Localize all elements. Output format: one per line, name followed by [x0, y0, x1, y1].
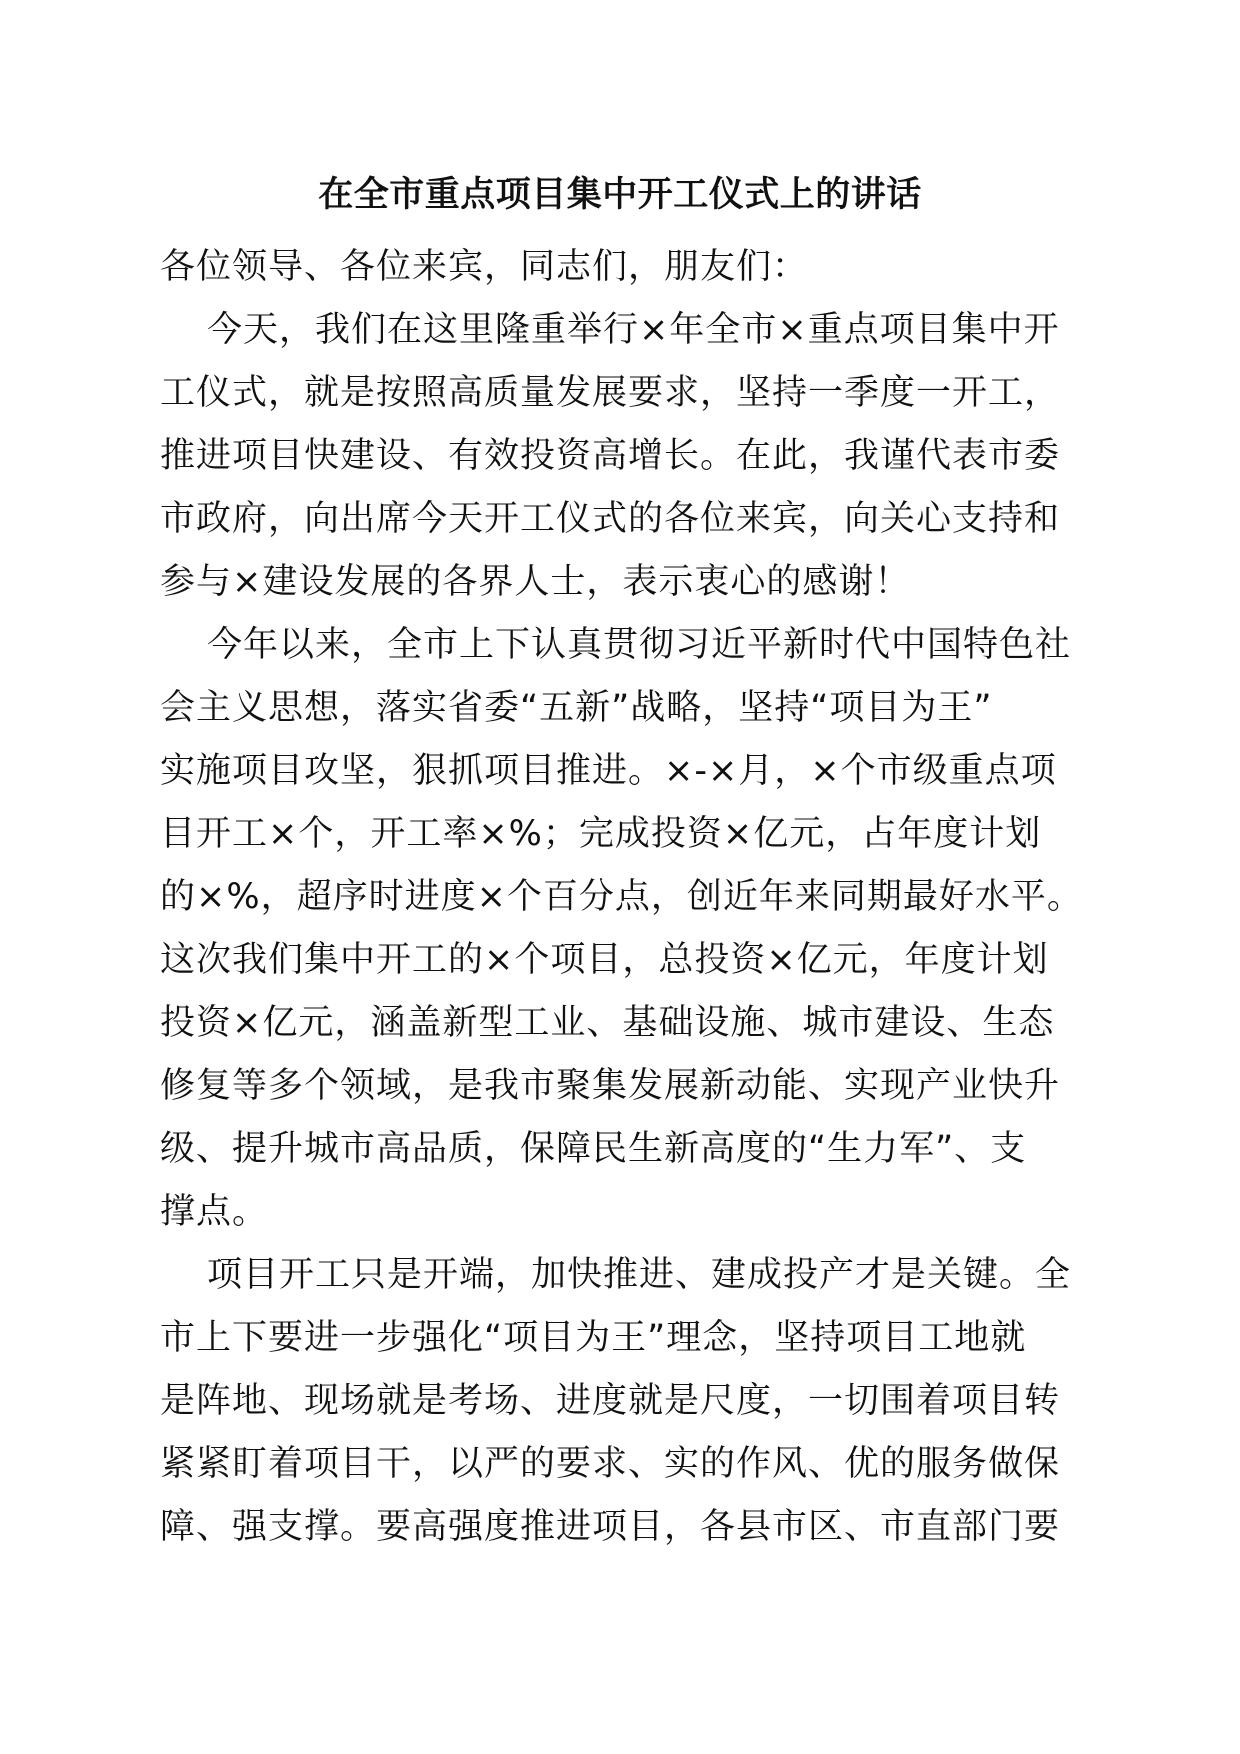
text-line: 投资×亿元，涵盖新型工业、基础设施、城市建设、生态: [160, 1003, 1055, 1043]
text-line: 项目开工只是开端，加快推进、建成投产才是关键。全: [207, 1255, 1072, 1295]
text-line: 参与×建设发展的各界人士，表示衷心的感谢！: [160, 562, 911, 602]
text-line: 工仪式，就是按照高质量发展要求，坚持一季度一开工，: [160, 373, 1061, 413]
text-line: 障、强支撑。要高强度推进项目，各县市区、市直部门要: [160, 1507, 1061, 1547]
salutation-line: 各位领导、各位来宾，同志们，朋友们：: [160, 247, 809, 287]
text-line: 这次我们集中开工的×个项目，总投资×亿元，年度计划: [160, 940, 1049, 980]
text-line: 今年以来，全市上下认真贯彻习近平新时代中国特色社: [207, 625, 1072, 665]
text-line: 修复等多个领域，是我市聚集发展新动能、实现产业快升: [160, 1066, 1061, 1106]
text-line: 推进项目快建设、有效投资高增长。在此，我谨代表市委: [160, 436, 1061, 476]
text-line: 是阵地、现场就是考场、进度就是尺度，一切围着项目转: [160, 1381, 1061, 1421]
text-line: 会主义思想，落实省委“五新”战略，坚持“项目为王”: [160, 688, 993, 728]
text-line: 撑点。: [160, 1192, 269, 1232]
text-line: 今天，我们在这里隆重举行×年全市×重点项目集中开: [207, 310, 1060, 350]
text-line: 实施项目攻坚，狠抓项目推进。×-×月，×个市级重点项: [160, 751, 1057, 791]
text-line: 的×%，超序时进度×个百分点，创近年来同期最好水平。: [160, 877, 1083, 917]
document-title: 在全市重点项目集中开工仪式上的讲话: [318, 175, 922, 215]
text-line: 市上下要进一步强化“项目为王”理念，坚持项目工地就: [160, 1318, 1027, 1358]
text-line: 目开工×个，开工率×%；完成投资×亿元，占年度计划: [160, 814, 1042, 854]
text-line: 级、提升城市高品质，保障民生新高度的“生力军”、支: [160, 1129, 1027, 1169]
text-line: 紧紧盯着项目干，以严的要求、实的作风、优的服务做保: [160, 1444, 1061, 1484]
text-line: 市政府，向出席今天开工仪式的各位来宾，向关心支持和: [160, 499, 1061, 539]
